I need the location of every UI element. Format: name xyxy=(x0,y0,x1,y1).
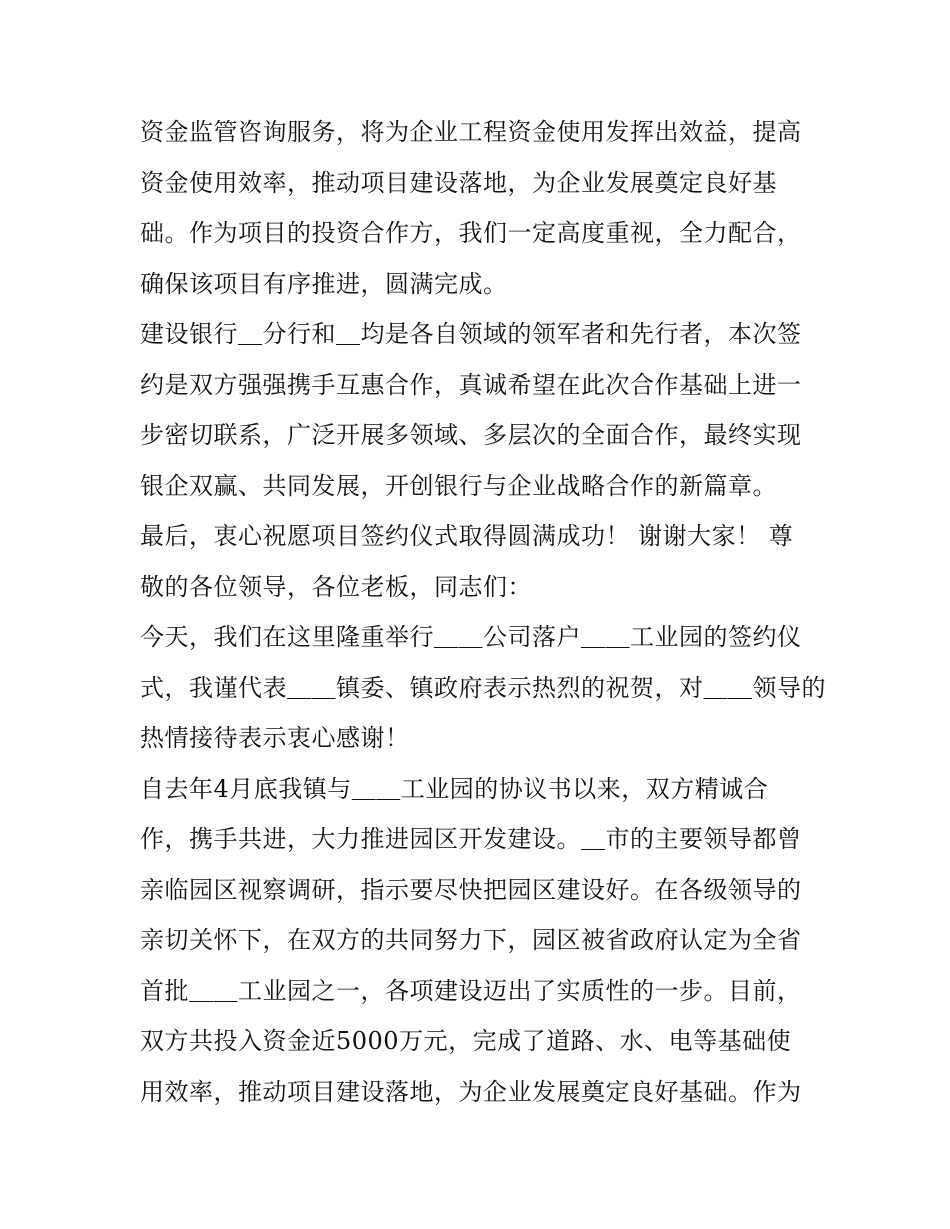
body-text xyxy=(140,107,840,1117)
text-line: 双方共投入资金近5000万元，完成了道路、水、电等基础使 xyxy=(140,1027,792,1055)
text-line: 步密切联系，广泛开展多领域、多层次的全面合作，最终实现 xyxy=(140,421,802,449)
text-line: 今天，我们在这里隆重举行＿＿公司落户＿＿工业园的签约仪 xyxy=(140,623,802,651)
text-line: 银企双赢、共同发展，开创银行与企业战略合作的新篇章。 xyxy=(140,471,777,500)
text-line: 式，我谨代表＿＿镇委、镇政府表示热烈的祝贺，对＿＿领导的 xyxy=(140,673,826,702)
text-line: 资金使用效率，推动项目建设落地，为企业发展奠定良好基 xyxy=(140,168,777,197)
text-line: 础。作为项目的投资合作方，我们一定高度重视，全力配合， xyxy=(140,219,802,247)
text-line: 敬的各位领导，各位老板，同志们： xyxy=(140,572,532,601)
text-line: 建设银行＿分行和＿均是各自领域的领军者和先行者，本次签 xyxy=(140,320,802,348)
text-line: 热情接待表示衷心感谢！ xyxy=(140,724,410,752)
text-line: 最后，衷心祝愿项目签约仪式取得圆满成功！ 谢谢大家！ 尊 xyxy=(140,522,794,550)
text-line: 约是双方强强携手互惠合作，真诚希望在此次合作基础上进一 xyxy=(140,370,802,399)
text-line: 资金监管咨询服务，将为企业工程资金使用发挥出效益，提高 xyxy=(140,118,802,146)
text-line: 确保该项目有序推进，圆满完成。 xyxy=(140,269,508,298)
text-line: 亲切关怀下，在双方的共同努力下，园区被省政府认定为全省 xyxy=(140,926,802,954)
text-line: 作，携手共进，大力推进园区开发建设。＿市的主要领导都曾 xyxy=(140,825,802,853)
text-line: 亲临园区视察调研，指示要尽快把园区建设好。在各级领导的 xyxy=(140,875,802,904)
text-line: 用效率，推动项目建设落地，为企业发展奠定良好基础。作为 xyxy=(140,1077,802,1106)
text-line: 首批＿＿工业园之一，各项建设迈出了实质性的一步。目前， xyxy=(140,976,802,1005)
text-line: 自去年4月底我镇与＿＿工业园的协议书以来，双方精诚合 xyxy=(140,774,769,803)
